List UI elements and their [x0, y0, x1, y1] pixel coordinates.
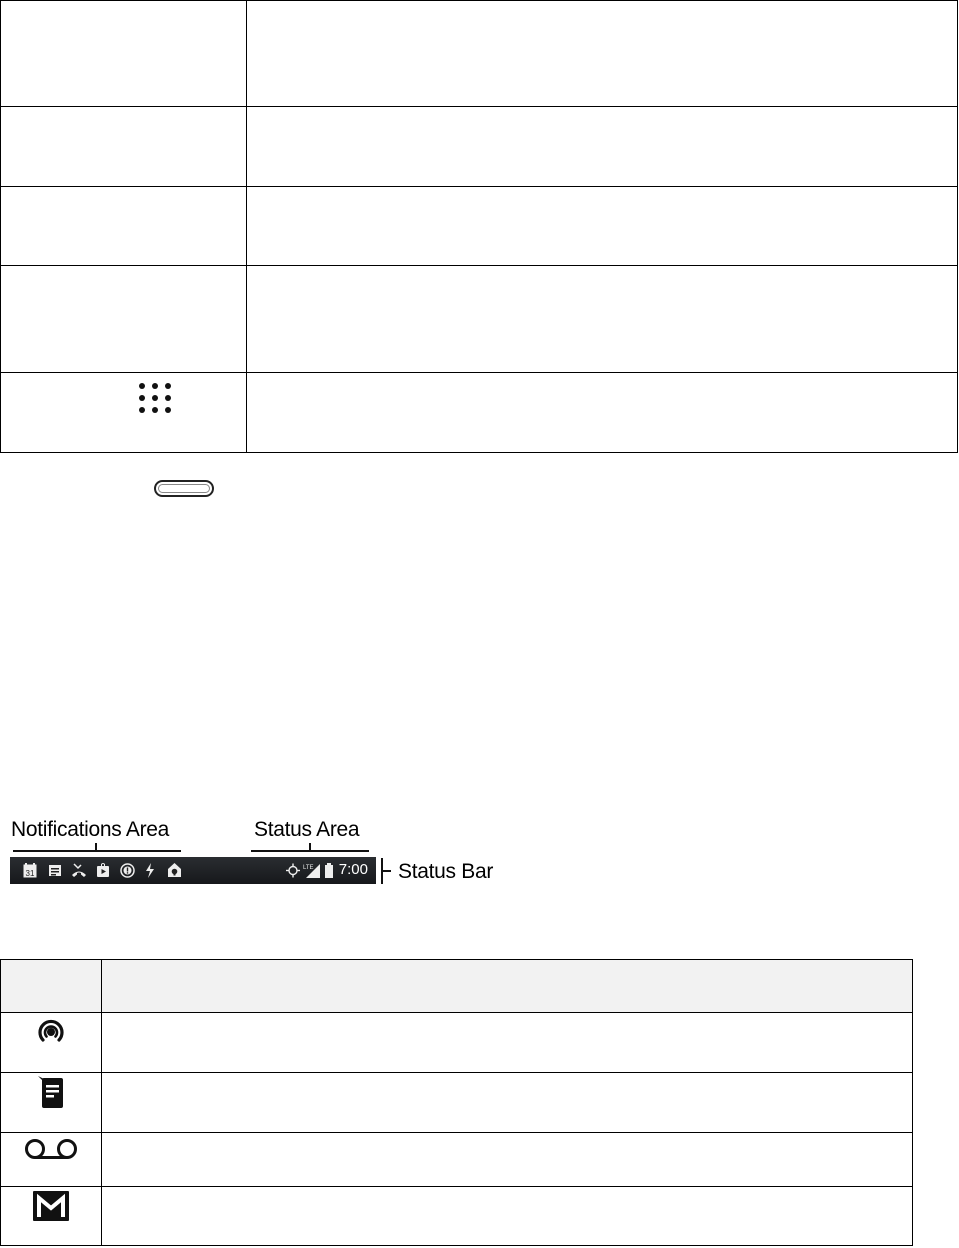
message-icon	[33, 1075, 69, 1111]
notifications-bracket	[13, 850, 181, 852]
table-cell	[1, 1133, 102, 1187]
signal-icon	[303, 863, 321, 878]
voicemail-icon	[23, 1136, 79, 1162]
table-cell	[1, 1073, 102, 1133]
table-row	[1, 1013, 913, 1073]
table-row	[1, 1, 958, 107]
table-header-icon	[1, 960, 102, 1013]
status-bracket-tick	[309, 843, 311, 851]
apps-grid-icon	[138, 382, 178, 422]
table-cell	[247, 1, 958, 107]
table-row	[1, 1133, 913, 1187]
table-cell	[102, 1133, 913, 1187]
table-row	[1, 1073, 913, 1133]
table-cell	[247, 373, 958, 453]
table-header-description	[102, 960, 913, 1013]
table-cell	[1, 266, 247, 373]
status-bar-label: Status Bar	[398, 860, 494, 883]
notifications-bracket-tick	[95, 843, 97, 851]
missed-call-icon	[71, 863, 87, 878]
table-cell	[1, 373, 247, 453]
table-cell	[102, 1073, 913, 1133]
status-area-label: Status Area	[254, 818, 360, 841]
table-cell	[247, 187, 958, 266]
hotspot-icon	[33, 1016, 69, 1052]
home-key-icon	[154, 480, 214, 497]
table-header-row	[1, 960, 913, 1013]
upload-icon	[120, 863, 135, 878]
table-cell	[247, 266, 958, 373]
svg-text:31: 31	[25, 869, 35, 878]
table-cell	[1, 187, 247, 266]
status-bar-bracket-line	[381, 870, 391, 872]
status-bar-time: 7:00	[338, 861, 368, 878]
notifications-area-label: Notifications Area	[11, 818, 170, 841]
top-table	[0, 0, 958, 453]
gps-icon	[286, 863, 300, 878]
gmail-icon	[32, 1190, 70, 1222]
play-store-icon	[96, 863, 110, 878]
message-icon	[48, 863, 62, 878]
table-cell	[247, 107, 958, 187]
table-cell	[1, 1013, 102, 1073]
location-icon	[167, 863, 182, 878]
charging-icon	[144, 863, 156, 878]
table-row	[1, 187, 958, 266]
table-cell	[1, 1, 247, 107]
table-row	[1, 373, 958, 453]
table-cell	[1, 1187, 102, 1246]
table-row	[1, 107, 958, 187]
table-row	[1, 266, 958, 373]
status-bar	[10, 857, 376, 884]
status-icon-table	[0, 959, 913, 1246]
calendar-icon	[23, 863, 37, 878]
table-row	[1, 1187, 913, 1246]
svg-text:LTE: LTE	[303, 865, 314, 871]
table-cell	[102, 1013, 913, 1073]
battery-icon	[324, 863, 334, 878]
table-cell	[102, 1187, 913, 1246]
table-cell	[1, 107, 247, 187]
